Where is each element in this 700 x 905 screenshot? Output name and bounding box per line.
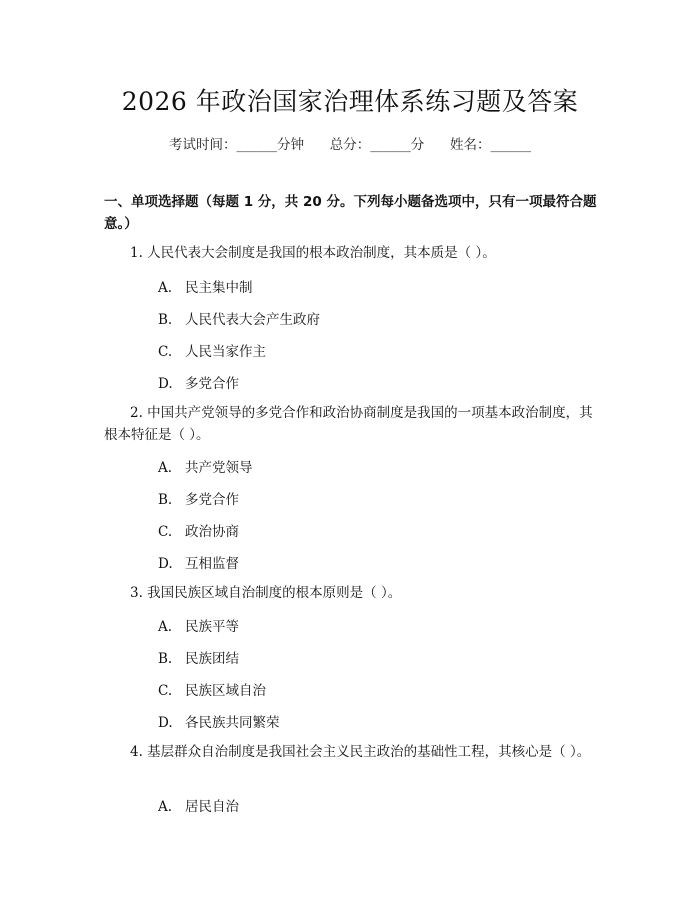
option-letter: D. bbox=[158, 376, 173, 392]
option-letter: D. bbox=[158, 715, 173, 731]
option-text: 各民族共同繁荣 bbox=[185, 715, 280, 731]
option-letter: C. bbox=[158, 524, 173, 540]
question-3: 3. 我国民族区域自治制度的根本原则是（ ）。 bbox=[130, 585, 402, 601]
option-text: 互相监督 bbox=[185, 556, 239, 572]
option-text: 民族平等 bbox=[185, 619, 239, 635]
question-2-option-d bbox=[158, 552, 239, 572]
option-letter: C. bbox=[158, 344, 173, 360]
question-2-option-b bbox=[158, 488, 239, 508]
question-1-option-c bbox=[158, 340, 266, 360]
option-letter: B. bbox=[158, 651, 173, 667]
question-3-option-a bbox=[158, 615, 239, 635]
section-heading: 一、单项选择题（每题 1 分，共 20 分。下列每小题备选项中，只有一项最符合题意。） bbox=[104, 194, 597, 232]
question-2: 2. 中国共产党领导的多党合作和政治协商制度是我国的一项基本政治制度，其根本特征是（ ）。 bbox=[104, 405, 593, 443]
question-1-option-b bbox=[158, 308, 320, 328]
question-2-option-c bbox=[158, 520, 239, 540]
option-text: 民族团结 bbox=[185, 651, 239, 667]
option-text: 民主集中制 bbox=[185, 280, 253, 296]
question-3-option-b bbox=[158, 647, 239, 667]
option-text: 共产党领导 bbox=[185, 460, 253, 476]
question-4: 4. 基层群众自治制度是我国社会主义民主政治的基础性工程，其核心是（ ）。 bbox=[130, 744, 591, 760]
question-1-option-a bbox=[158, 276, 253, 296]
option-text: 政治协商 bbox=[185, 524, 239, 540]
option-text: 多党合作 bbox=[185, 492, 239, 508]
option-letter: C. bbox=[158, 683, 173, 699]
option-text: 人民当家作主 bbox=[185, 344, 266, 360]
option-letter: A. bbox=[158, 799, 173, 815]
question-2-option-a bbox=[158, 456, 253, 476]
option-text: 民族区域自治 bbox=[185, 683, 266, 699]
option-letter: A. bbox=[158, 460, 173, 476]
option-text: 居民自治 bbox=[185, 799, 239, 815]
exam-info-line: 考试时间：______分钟 总分：______分 姓名：______ bbox=[169, 137, 531, 153]
question-3-option-d bbox=[158, 711, 280, 731]
question-1: 1. 人民代表大会制度是我国的根本政治制度，其本质是（ ）。 bbox=[130, 245, 496, 261]
page-title: 2026 年政治国家治理体系练习题及答案 bbox=[121, 87, 579, 116]
question-3-option-c bbox=[158, 679, 266, 699]
option-letter: A. bbox=[158, 280, 173, 296]
option-letter: D. bbox=[158, 556, 173, 572]
option-text: 人民代表大会产生政府 bbox=[185, 312, 320, 328]
question-1-option-d bbox=[158, 372, 239, 392]
question-4-option-a bbox=[158, 795, 239, 815]
option-letter: A. bbox=[158, 619, 173, 635]
option-letter: B. bbox=[158, 492, 173, 508]
option-text: 多党合作 bbox=[185, 376, 239, 392]
option-letter: B. bbox=[158, 312, 173, 328]
